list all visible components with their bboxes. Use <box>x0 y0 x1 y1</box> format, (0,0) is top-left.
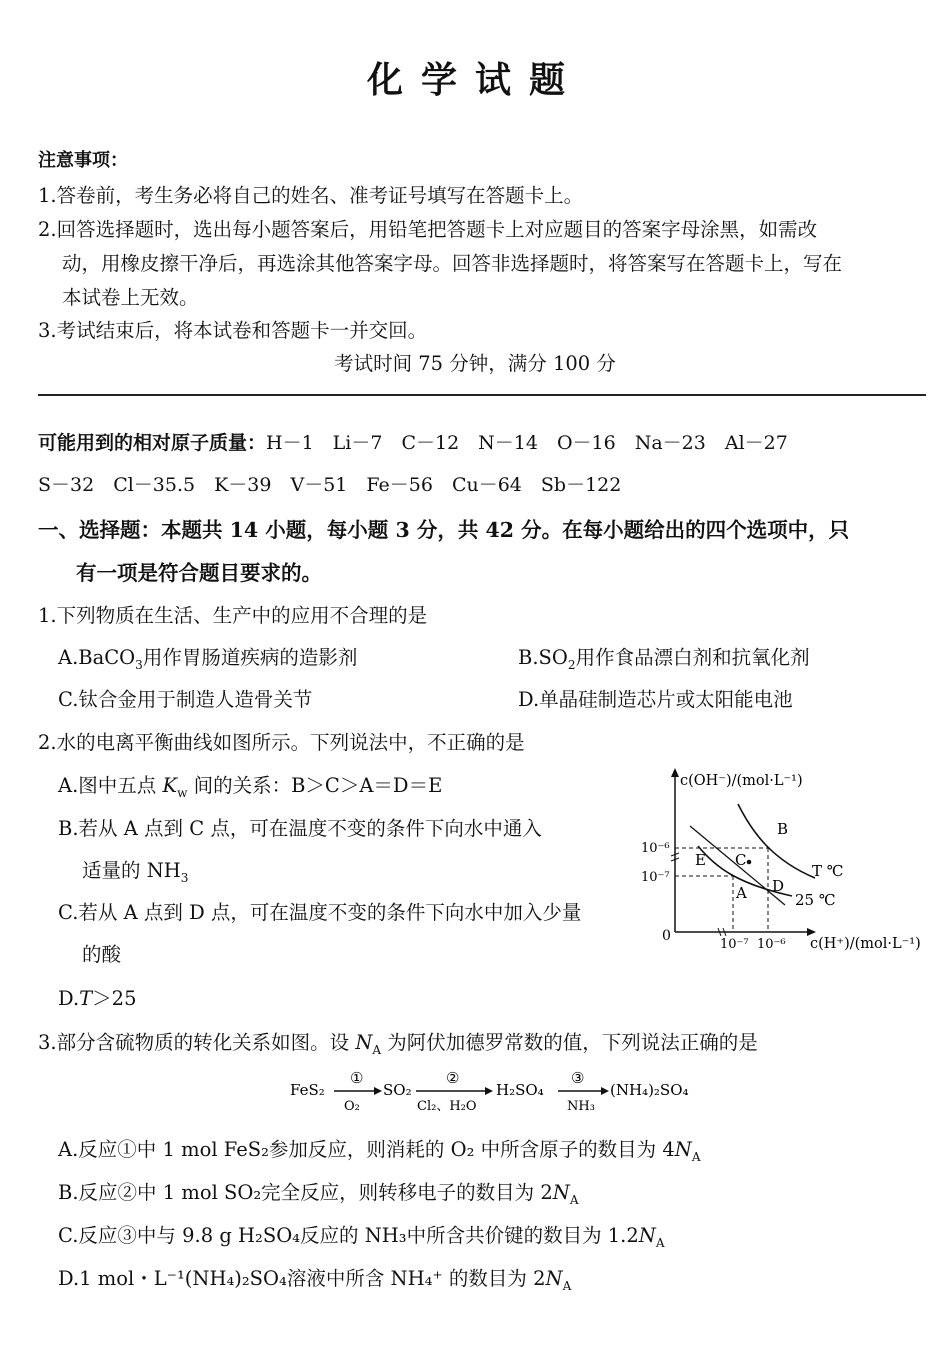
origin-label: 0 <box>662 928 671 944</box>
water-ionization-graph <box>630 760 930 960</box>
reaction-2-label: ② <box>446 1069 460 1087</box>
point-b-label: B <box>777 820 789 838</box>
page-title: 化学试题 <box>366 59 583 101</box>
q2-option-c-line-2: 的酸 <box>82 943 122 966</box>
scheme-h2so4: H₂SO₄ <box>496 1081 544 1099</box>
q2-option-c-line-1: C.若从 A 点到 D 点，可在温度不变的条件下向水中加入少量 <box>58 901 582 924</box>
reaction-2-reagent: Cl₂、H₂O <box>417 1099 477 1114</box>
point-d-label: D <box>772 877 785 895</box>
x-tick-high: 10⁻⁶ <box>757 937 786 952</box>
point-e-label: E <box>695 851 706 869</box>
note-2-line-3: 本试卷上无效。 <box>62 286 199 309</box>
q1-option-b: $B.SO_2$用作食品漂白剂和抗氧化剂 <box>518 646 810 672</box>
point-a-label: A <box>736 884 747 902</box>
note-1: 1.答卷前，考生务必将自己的姓名、准考证号填写在答题卡上。 <box>38 184 584 207</box>
x-axis-label: c(H⁺)/(mol·L⁻¹) <box>810 936 921 952</box>
x-tick-low: 10⁻⁷ <box>720 937 749 952</box>
y-tick-high: 10⁻⁶ <box>641 841 670 856</box>
atomic-mass-values-2: S－32 Cl－35.5 K－39 V－51 Fe－56 Cu－64 Sb－122 <box>38 474 622 496</box>
point-c-dot <box>747 860 752 865</box>
q3-option-b: B.反应②中 1 mol SO₂完全反应，则转移电子的数目为 $2N_A$ <box>58 1181 579 1207</box>
section-1-line-2: 有一项是符合题目要求的。 <box>76 561 322 585</box>
note-2-line-1: 2.回答选择题时，选出每小题答案后，用铅笔把答题卡上对应题目的答案字母涂黑，如需改 <box>38 218 818 241</box>
q2-option-b-line-2: 适量的 $NH_3$ <box>82 859 189 885</box>
guide-b <box>675 848 768 932</box>
guide-a <box>675 876 733 932</box>
atomic-mass-label: 可能用到的相对原子质量： <box>38 432 267 454</box>
curve-t-label: T ℃ <box>812 862 844 880</box>
q3-stem: 3.部分含硫物质的转化关系如图。设 $N_A$ 为阿伏加德罗常数的值，下列说法正确的是 <box>38 1031 758 1057</box>
scheme-ammonium-sulfate: (NH₄)₂SO₄ <box>610 1081 689 1099</box>
q3-option-a: A.反应①中 1 mol FeS₂参加反应，则消耗的 O₂ 中所含原子的数目为 $4N_A$ <box>58 1138 701 1164</box>
reaction-3-label: ③ <box>571 1069 585 1087</box>
x-axis-arrow <box>807 928 816 936</box>
q3-option-c: C.反应③中与 9.8 g H₂SO₄反应的 NH₃中所含共价键的数目为 $1.2N_A$ <box>58 1224 665 1250</box>
q1-option-d: D.单晶硅制造芯片或太阳能电池 <box>518 688 793 711</box>
point-c-label: C <box>735 851 747 869</box>
sulfur-conversion-scheme <box>286 1066 706 1118</box>
note-2-line-2: 动，用橡皮擦干净后，再选涂其他答案字母。回答非选择题时，将答案写在答题卡上，写在 <box>62 252 843 275</box>
q2-stem: 2.水的电离平衡曲线如图所示。下列说法中，不正确的是 <box>38 731 525 754</box>
atomic-mass-row-1 <box>38 428 788 455</box>
scheme-so2: SO₂ <box>383 1081 412 1099</box>
exam-time: 考试时间 75 分钟，满分 100 分 <box>334 352 616 375</box>
q1-stem: 1.下列物质在生活、生产中的应用不合理的是 <box>38 604 428 627</box>
q2-option-b-line-1: B.若从 A 点到 C 点，可在温度不变的条件下向水中通入 <box>58 817 542 840</box>
q2-option-d: D.T＞25 <box>58 987 137 1010</box>
scheme-fes2: FeS₂ <box>290 1081 325 1099</box>
q1-option-c: C.钛合金用于制造人造骨关节 <box>58 688 313 711</box>
reaction-3-reagent: NH₃ <box>567 1099 595 1114</box>
curve-25-label: 25 ℃ <box>795 891 836 909</box>
q3-option-d: D.1 mol・L⁻¹(NH₄)₂SO₄溶液中所含 NH₄⁺ 的数目为 $2N_A$ <box>58 1267 572 1293</box>
reaction-1-label: ① <box>350 1069 364 1087</box>
divider <box>38 394 926 396</box>
y-axis-arrow <box>671 768 679 777</box>
reaction-1-reagent: O₂ <box>344 1099 360 1114</box>
y-axis-label: c(OH⁻)/(mol·L⁻¹) <box>680 773 803 789</box>
q2-option-a: A.图中五点 $K_w$ 间的关系：B＞C＞A＝D＝E <box>58 774 443 800</box>
atomic-mass-values-1: H－1 Li－7 C－12 N－14 O－16 Na－23 Al－27 <box>266 432 788 454</box>
section-1-line-1: 一、选择题：本题共 14 小题，每小题 3 分，共 42 分。在每小题给出的四个选项中，只 <box>38 518 850 542</box>
q1-option-a: A.BaCO$_3$用作胃肠道疾病的造影剂 <box>58 646 358 672</box>
y-tick-low: 10⁻⁷ <box>641 870 670 885</box>
curve-t <box>738 804 815 878</box>
note-3: 3.考试结束后，将本试卷和答题卡一并交回。 <box>38 319 428 342</box>
notes-heading: 注意事项： <box>38 150 128 171</box>
